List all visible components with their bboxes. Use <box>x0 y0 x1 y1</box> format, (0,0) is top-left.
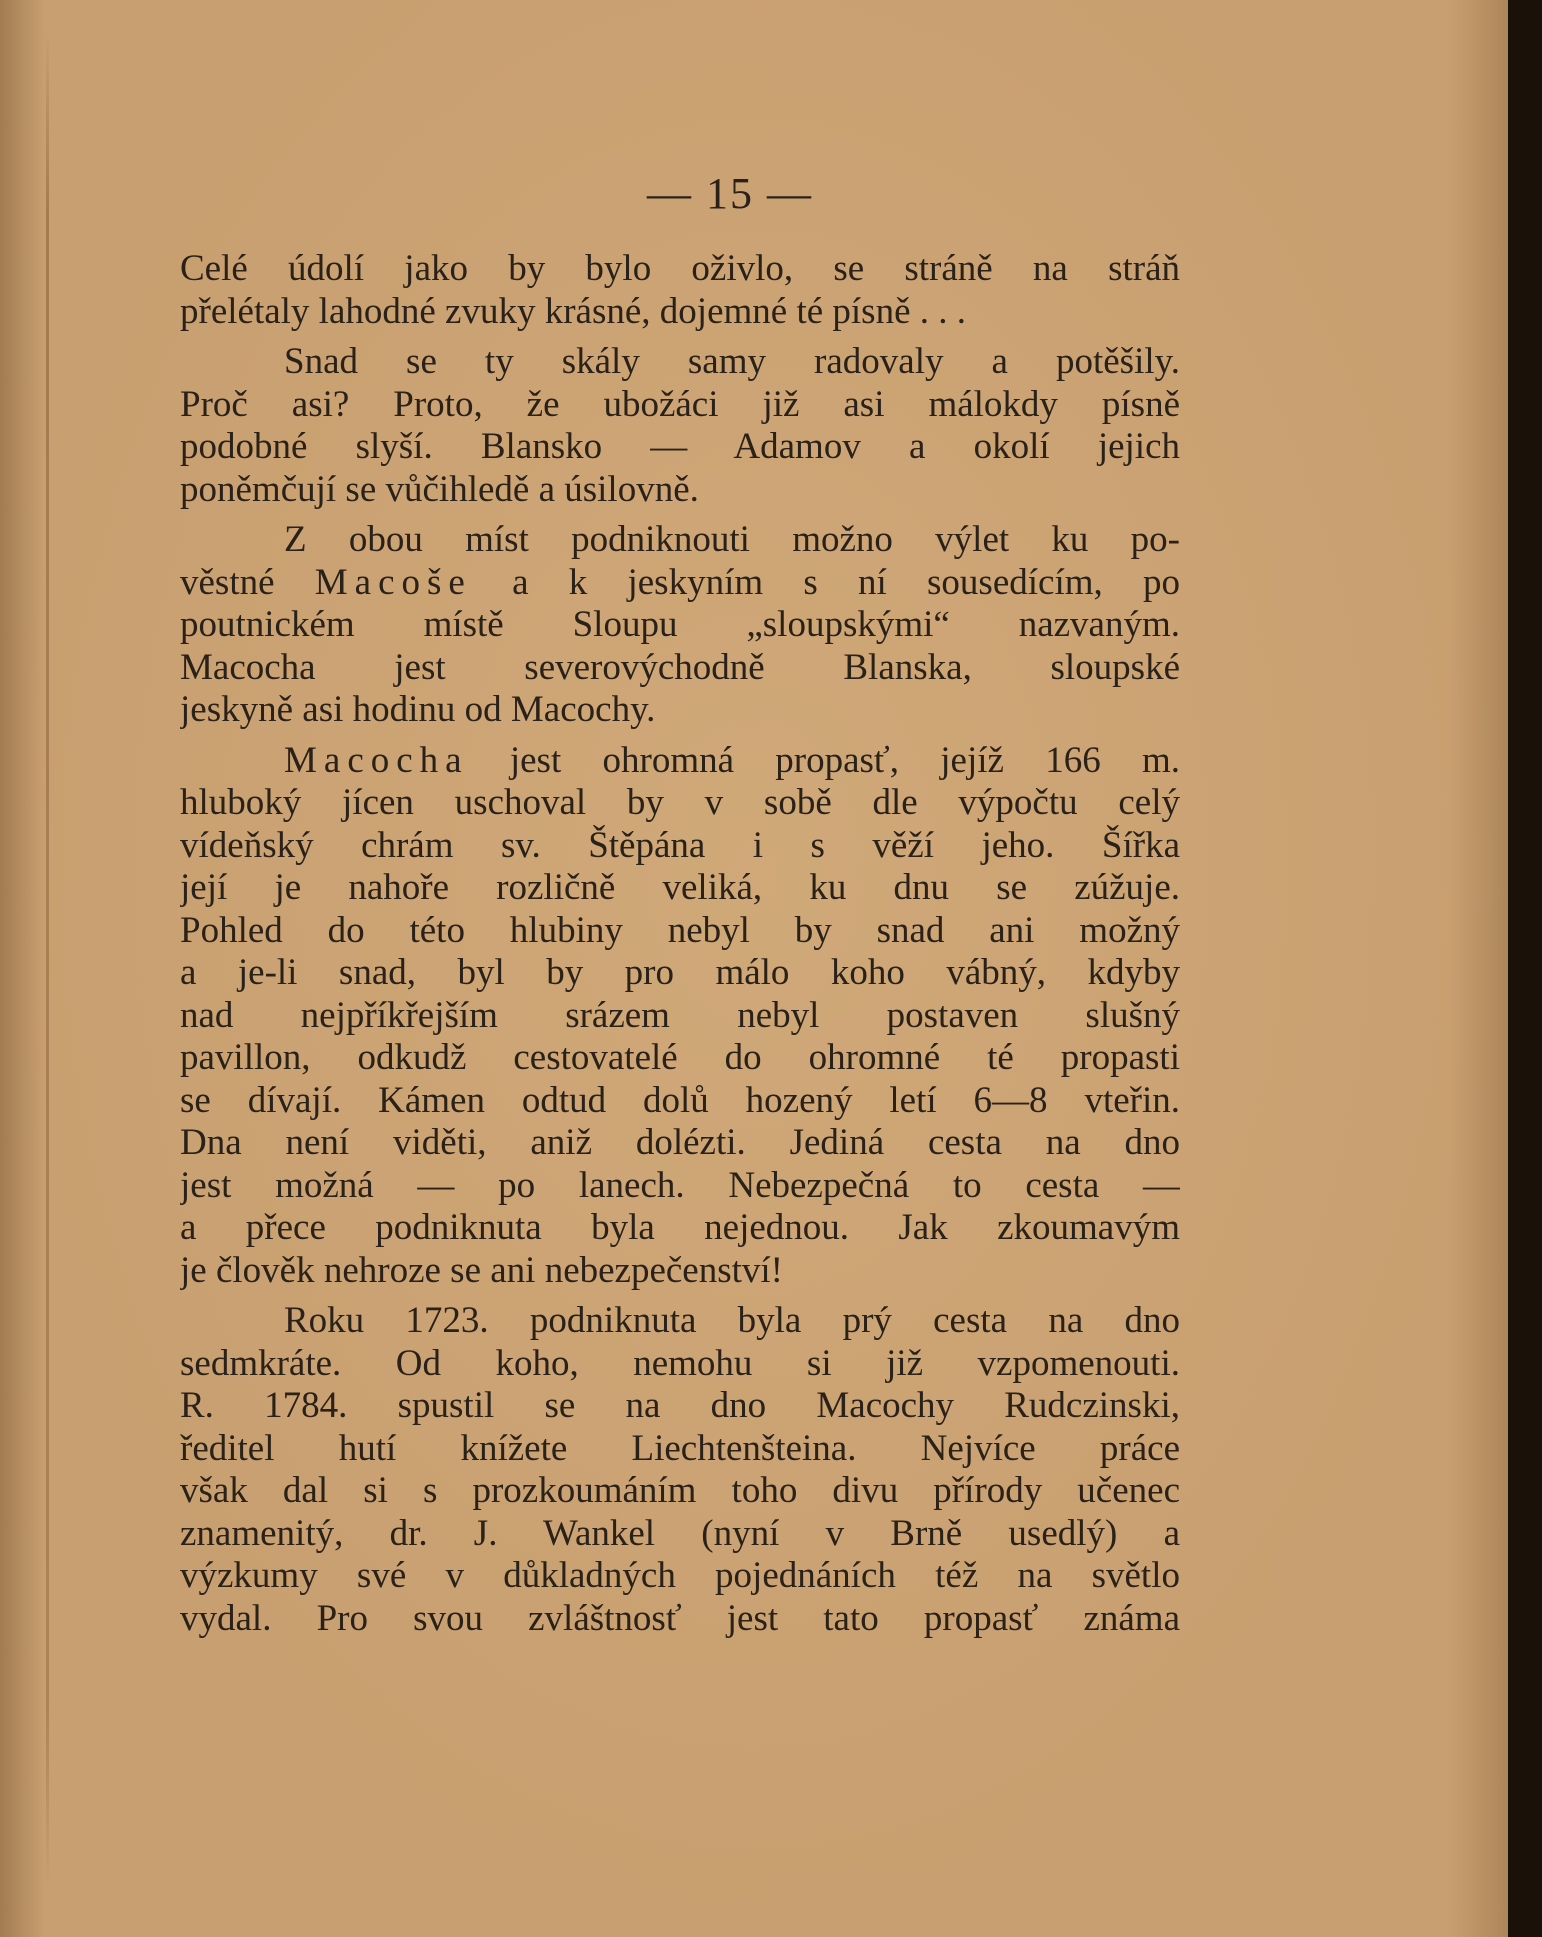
text-line: Celé údolí jako by bylo oživlo, se stráně na stráň <box>180 248 1180 289</box>
text-line: podobné slyší. Blansko — Adamov a okolí jejich <box>180 426 1180 467</box>
text-line: Dna není viděti, aniž dolézti. Jediná cesta na dno <box>180 1122 1180 1163</box>
text-line: znamenitý, dr. J. Wankel (nyní v Brně usedlý) a <box>180 1512 1180 1554</box>
emphasized-word: Macoše <box>314 561 472 603</box>
text-line: Pohled do této hlubiny nebyl by snad ani možný <box>180 909 1180 951</box>
text-line: přelétaly lahodné zvuky krásné, dojemné té písně . . . <box>180 290 966 332</box>
text-line: je člověk nehroze se ani nebezpečenství! <box>180 1249 784 1291</box>
paragraph-2 <box>180 341 1180 511</box>
text-line: jeskyně asi hodinu od Macochy. <box>180 689 656 730</box>
paragraph-3 <box>180 519 1180 732</box>
text-line: jest možná — po lanech. Nebezpečná to cesta — <box>180 1164 1180 1206</box>
text-line: poněmčují se vůčihledě a úsilovně. <box>180 468 699 510</box>
text-line: však dal si s prozkoumáním toho divu přírody učenec <box>180 1470 1180 1511</box>
paragraph-4 <box>180 740 1180 1293</box>
text-line: Macocha jest ohromná propasť, jejíž 166 m. <box>284 739 1180 781</box>
text-line: vydal. Pro svou zvláštnosť jest tato propasť známa <box>180 1597 1180 1639</box>
text-line: pavillon, odkudž cestovatelé do ohromné té propasti <box>180 1037 1180 1078</box>
text-line: a přece podniknuta byla nejednou. Jak zkoumavým <box>180 1207 1180 1248</box>
text-line: sedmkráte. Od koho, nemohu si již vzpomenouti. <box>180 1342 1180 1384</box>
text-line: hluboký jícen uschoval by v sobě dle výpočtu celý <box>180 782 1180 823</box>
text-line: se dívají. Kámen odtud dolů hozený letí 6—8 vteřin. <box>180 1079 1180 1121</box>
body-text <box>180 248 1180 1648</box>
text-line: R. 1784. spustil se na dno Macochy Rudczinski, <box>180 1385 1180 1426</box>
emphasized-word: Macocha <box>284 739 469 781</box>
scan-border <box>1508 0 1542 1937</box>
text-line: poutnickém místě Sloupu „sloupskými“ nazvaným. <box>180 604 1180 645</box>
text-line: Proč asi? Proto, že ubožáci již asi málokdy písně <box>180 383 1180 425</box>
text-line: a je-li snad, byl by pro málo koho vábný, kdyby <box>180 952 1180 993</box>
text-line: její je nahoře rozličně veliká, ku dnu se zúžuje. <box>180 867 1180 908</box>
page-gutter <box>46 30 49 1890</box>
text-line: vídeňský chrám sv. Štěpána i s věží jeho. Šířka <box>180 824 1180 866</box>
text-line: věstné Macoše a k jeskyním s ní sousedícím, po <box>180 561 1180 603</box>
text-line: výzkumy své v důkladných pojednáních též na světlo <box>180 1555 1180 1596</box>
text-line: nad nejpříkřejším srázem nebyl postaven slušný <box>180 994 1180 1036</box>
page-number: — 15 — <box>647 169 813 218</box>
text-line: Snad se ty skály samy radovaly a potěšily. <box>284 341 1180 382</box>
text-line: ředitel hutí knížete Liechtenšteina. Nejvíce práce <box>180 1427 1180 1469</box>
text-line: Z obou míst podniknouti možno výlet ku po- <box>284 519 1180 560</box>
text-line: Macocha jest severovýchodně Blanska, sloupské <box>180 646 1180 688</box>
text-line: Roku 1723. podniknuta byla prý cesta na dno <box>284 1300 1180 1341</box>
paragraph-5 <box>180 1300 1180 1640</box>
paragraph-1 <box>180 248 1180 333</box>
